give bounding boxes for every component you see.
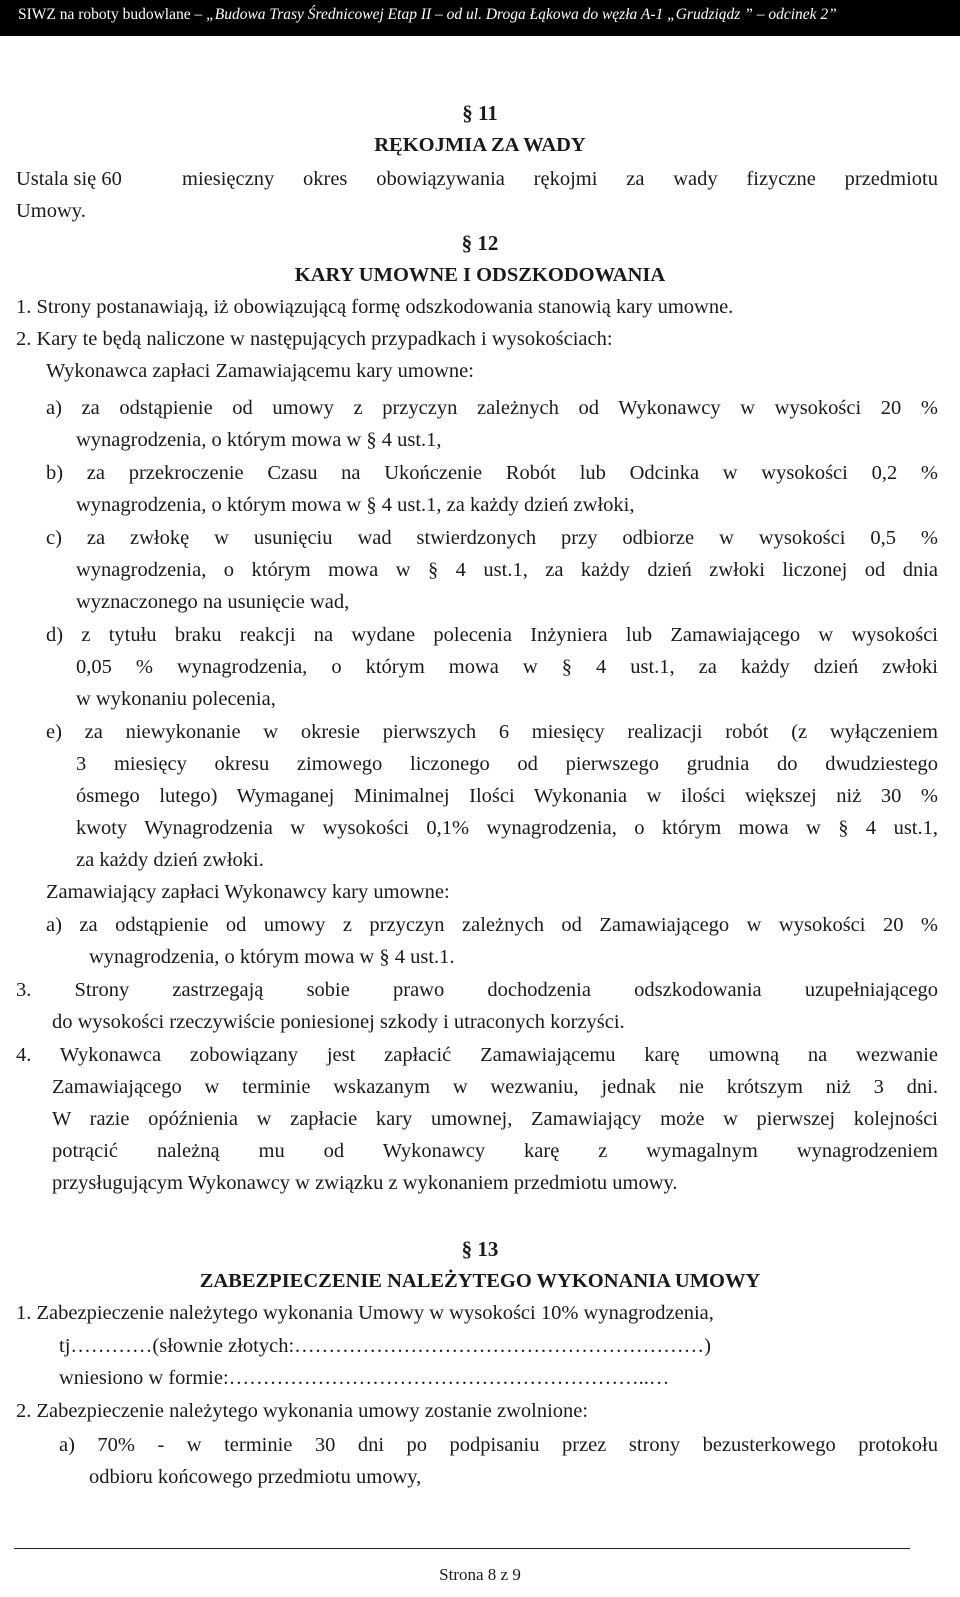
section-13-title: ZABEZPIECZENIE NALEŻYTEGO WYKONANIA UMOWY xyxy=(199,1270,761,1292)
section-12-number: § 12 xyxy=(461,231,499,255)
sec12-employer-intro: Zamawiający zapłaci Wykonawcy kary umowne: xyxy=(46,881,450,903)
section-11-number: § 11 xyxy=(462,101,498,125)
footer-divider xyxy=(14,1548,910,1549)
page-header xyxy=(0,0,960,36)
sec13-item-1-line2: tj…………(słownie złotych:……………………………………………………) xyxy=(59,1335,711,1357)
sec12-b-line1: b) za przekroczenie Czasu na Ukończenie Robót lub Odcinka w wysokości 0,2 % xyxy=(46,462,938,484)
sec12-a-line1: a) za odstąpienie od umowy z przyczyn zależnych od Wykonawcy w wysokości 20 % xyxy=(46,397,938,419)
sec12-employer-a-line2: wynagrodzenia, o którym mowa w § 4 ust.1. xyxy=(89,946,455,968)
header-title: „Budowa Trasy Średnicowej Etap II – od ul. Droga Łąkowa do węzła A-1 „Grudziądz ” – odcinek 2” xyxy=(206,6,837,23)
sec12-e-line4: kwoty Wynagrodzenia w wysokości 0,1% wynagrodzenia, o którym mowa w § 4 ust.1, xyxy=(76,817,938,839)
sec12-e-line5: za każdy dzień zwłoki. xyxy=(76,849,264,871)
sec13-item-1-line1: 1. Zabezpieczenie należytego wykonania Umowy w wysokości 10% wynagrodzenia, xyxy=(16,1302,714,1324)
sec12-c-line3: wyznaczonego na usunięcie wad, xyxy=(76,591,350,613)
sec12-c-line1: c) za zwłokę w usunięciu wad stwierdzonych przy odbiorze w wysokości 0,5 % xyxy=(46,527,938,549)
sec13-item-2: 2. Zabezpieczenie należytego wykonania umowy zostanie zwolnione: xyxy=(16,1400,589,1422)
sec12-a-line2: wynagrodzenia, o którym mowa w § 4 ust.1, xyxy=(76,429,442,451)
sec12-item-4-line1: 4. Wykonawca zobowiązany jest zapłacić Zamawiającemu karę umowną na wezwanie xyxy=(16,1044,938,1066)
sec12-item-4-line3: W razie opóźnienia w zapłacie kary umownej, Zamawiający może w pierwszej kolejności xyxy=(52,1108,938,1130)
sec12-e-line3: ósmego lutego) Wymaganej Minimalnej Ilości Wykonania w ilości większej niż 30 % xyxy=(76,785,938,807)
sec13-a-line1: a) 70% - w terminie 30 dni po podpisaniu przez strony bezusterkowego protokołu xyxy=(59,1434,938,1456)
sec12-b-line2: wynagrodzenia, o którym mowa w § 4 ust.1, za każdy dzień zwłoki, xyxy=(76,494,635,516)
sec12-item-2: 2. Kary te będą naliczone w następujących przypadkach i wysokościach: xyxy=(16,328,613,350)
section-13-number: § 13 xyxy=(461,1237,499,1261)
sec12-c-line2: wynagrodzenia, o którym mowa w § 4 ust.1, za każdy dzień zwłoki liczonej od dnia xyxy=(76,559,938,581)
section-11-title: RĘKOJMIA ZA WADY xyxy=(374,134,586,156)
sec11-paragraph-start: Ustala się 60 xyxy=(16,168,122,190)
sec12-item-4-line5: przysługującym Wykonawcy w związku z wykonaniem przedmiotu umowy. xyxy=(52,1172,678,1194)
header-prefix: SIWZ na roboty budowlane – xyxy=(18,6,203,23)
sec12-contractor-intro: Wykonawca zapłaci Zamawiającemu kary umowne: xyxy=(46,360,474,382)
sec12-d-line3: w wykonaniu polecenia, xyxy=(76,688,276,710)
sec12-e-line1: e) za niewykonanie w okresie pierwszych 6 miesięcy realizacji robót (z wyłączeniem xyxy=(46,721,938,743)
sec12-employer-a-line1: a) za odstąpienie od umowy z przyczyn zależnych od Zamawiającego w wysokości 20 % xyxy=(46,914,938,936)
sec13-item-1-line3: wniesiono w formie:……………………………………………………..… xyxy=(59,1367,670,1389)
section-12-title: KARY UMOWNE I ODSZKODOWANIA xyxy=(294,264,666,286)
sec12-d-line1: d) z tytułu braku reakcji na wydane polecenia Inżyniera lub Zamawiającego w wysokości xyxy=(46,624,938,646)
sec12-item-4-line2: Zamawiającego w terminie wskazanym w wezwaniu, jednak nie krótszym niż 3 dni. xyxy=(52,1076,938,1098)
sec12-e-line2: 3 miesięcy okresu zimowego liczonego od pierwszego grudnia do dwudziestego xyxy=(76,753,938,775)
sec12-item-1: 1. Strony postanawiają, iż obowiązującą formę odszkodowania stanowią kary umowne. xyxy=(16,296,734,318)
sec12-item-3-line2: do wysokości rzeczywiście poniesionej szkody i utraconych korzyści. xyxy=(52,1011,625,1033)
sec12-item-4-line4: potrącić należną mu od Wykonawcy karę z wymagalnym wynagrodzeniem xyxy=(52,1140,938,1162)
sec11-paragraph-cont: miesięczny okres obowiązywania rękojmi za wady fizyczne przedmiotu xyxy=(182,168,938,190)
sec11-paragraph-end: Umowy. xyxy=(16,200,86,222)
header-text xyxy=(18,6,837,24)
page-number: Strona 8 z 9 xyxy=(439,1565,521,1584)
sec12-item-3-line1: 3. Strony zastrzegają sobie prawo dochodzenia odszkodowania uzupełniającego xyxy=(16,979,938,1001)
sec12-d-line2: 0,05 % wynagrodzenia, o którym mowa w § 4 ust.1, za każdy dzień zwłoki xyxy=(76,656,938,678)
sec13-a-line2: odbioru końcowego przedmiotu umowy, xyxy=(89,1466,422,1488)
